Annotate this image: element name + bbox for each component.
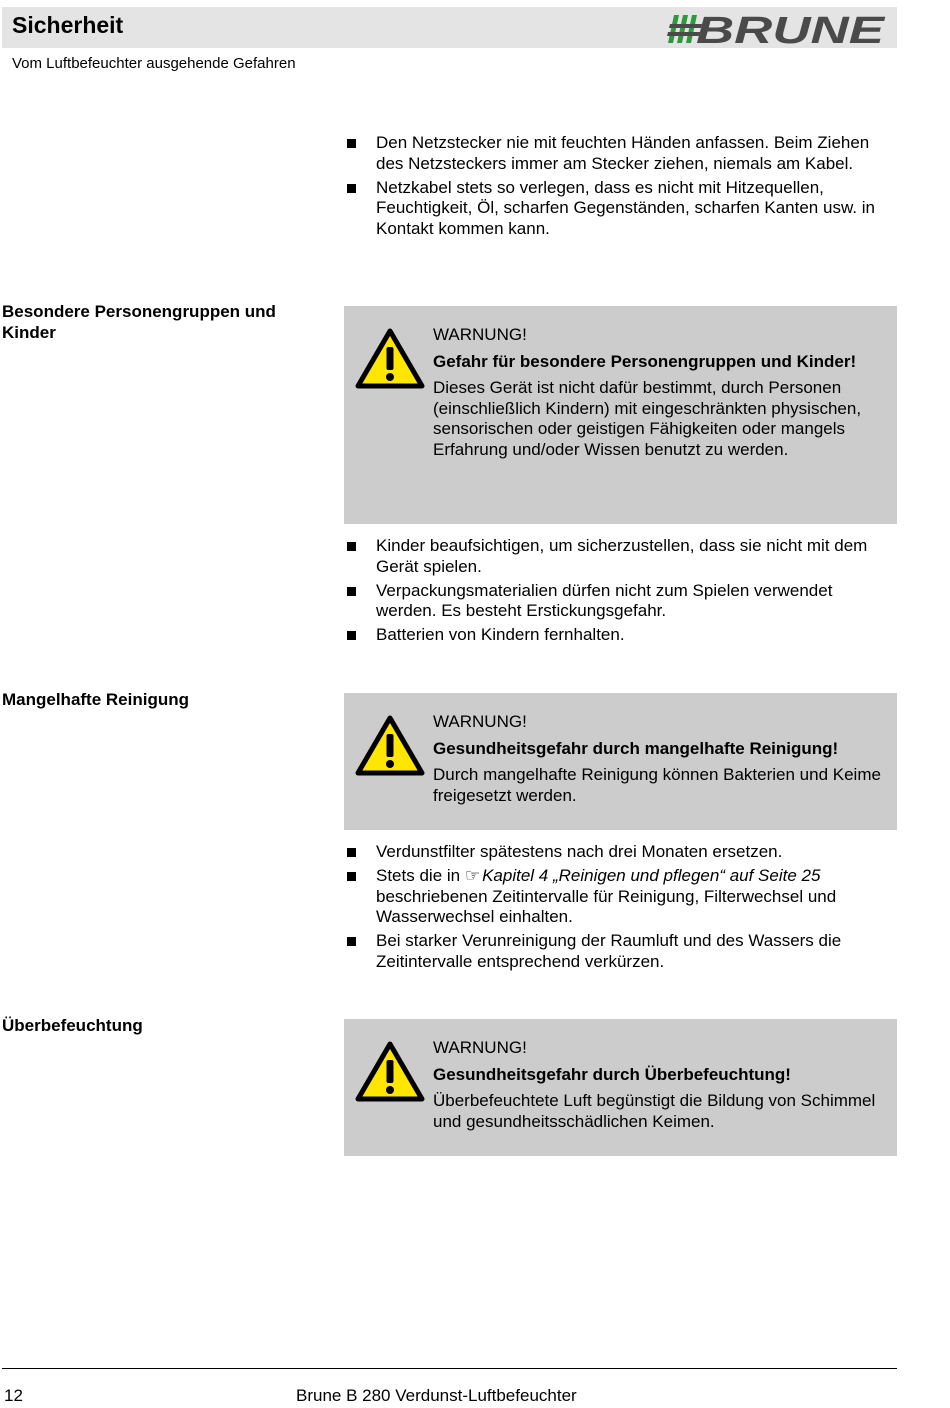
intro-bullet-list (346, 133, 896, 243)
list-item: Netzkabel stets so verlegen, dass es nicht mit Hitzequellen, Feuchtigkeit, Öl, scharfen Gegenständen, scharfen Kanten usw. in Kontakt kommen kann. (346, 178, 896, 240)
page-number: 12 (4, 1386, 23, 1405)
warning-box-reinigung (344, 693, 897, 830)
section-heading-reinigung: Mangelhafte Reinigung (2, 690, 189, 709)
section-heading-ueberbefeuchtung: Überbefeuchtung (2, 1016, 143, 1035)
warning-signal-word: WARNUNG! (433, 712, 527, 731)
warning-triangle-icon (355, 328, 425, 390)
warning-title: Gesundheitsgefahr durch Überbefeuchtung! (433, 1064, 791, 1084)
warning-title: Gesundheitsgefahr durch mangelhafte Reinigung! (433, 738, 839, 758)
reinigung-bullet-list (346, 842, 896, 976)
warning-signal-word: WARNUNG! (433, 1038, 527, 1057)
footer-divider (2, 1368, 897, 1369)
warning-triangle-icon (355, 715, 425, 777)
svg-text:BRUNE: BRUNE (696, 11, 887, 47)
warning-body: Überbefeuchtete Luft begünstigt die Bildung von Schimmel und gesundheitsschädlichen Keimen. (433, 1091, 876, 1131)
chapter-reference-link[interactable]: Kapitel 4 „Reinigen und pflegen“ auf Seite 25 (482, 866, 821, 885)
warning-signal-word: WARNUNG! (433, 325, 527, 344)
warning-title: Gefahr für besondere Personengruppen und Kinder! (433, 351, 857, 371)
bullet-square-icon (347, 542, 356, 551)
warning-box-ueberbefeuchtung (344, 1019, 897, 1156)
bullet-square-icon (347, 631, 356, 640)
list-item: Kinder beaufsichtigen, um sicherzustellen, dass sie nicht mit dem Gerät spielen. (346, 536, 896, 577)
brune-logo (664, 11, 888, 47)
bullet-square-icon (347, 937, 356, 946)
kinder-bullet-list (346, 536, 896, 649)
document-title: Brune B 280 Verdunst-Luftbefeuchter (296, 1386, 577, 1405)
warning-body: Durch mangelhafte Reinigung können Bakterien und Keime freigesetzt werden. (433, 765, 881, 805)
warning-body: Dieses Gerät ist nicht dafür bestimmt, durch Personen (einschließlich Kindern) mit eingeschränkten physischen, sensorischen oder geistigen Fähigkeiten oder mangels Erfahrung und/oder Wissen benutzt zu werden. (433, 378, 862, 459)
bullet-square-icon (347, 184, 356, 193)
bullet-square-icon (347, 587, 356, 596)
warning-box-kinder (344, 306, 897, 524)
section-heading-kinder: Besondere Personengruppen und Kinder (2, 302, 276, 342)
bullet-square-icon (347, 139, 356, 148)
bullet-square-icon (347, 872, 356, 881)
page-subtitle: Vom Luftbefeuchter ausgehende Gefahren (12, 55, 296, 72)
bullet-square-icon (347, 848, 356, 857)
list-item: Stets die in ☞ Kapitel 4 „Reinigen und pflegen“ auf Seite 25 beschriebenen Zeitintervalle für Reinigung, Filterwechsel und Wasserwechsel einhalten. (346, 866, 896, 928)
list-item: Bei starker Verunreinigung der Raumluft und des Wassers die Zeitintervalle entsprechend verkürzen. (346, 931, 896, 972)
warning-triangle-icon (355, 1041, 425, 1103)
list-item: Verdunstfilter spätestens nach drei Monaten ersetzen. (346, 842, 896, 863)
page-title: Sicherheit (12, 12, 124, 38)
list-item: Den Netzstecker nie mit feuchten Händen anfassen. Beim Ziehen des Netzsteckers immer am Stecker ziehen, niemals am Kabel. (346, 133, 896, 174)
hand-pointer-icon: ☞ (464, 866, 481, 885)
list-item: Verpackungsmaterialien dürfen nicht zum Spielen verwendet werden. Es besteht Erstickungsgefahr. (346, 581, 896, 622)
list-item: Batterien von Kindern fernhalten. (346, 625, 896, 646)
